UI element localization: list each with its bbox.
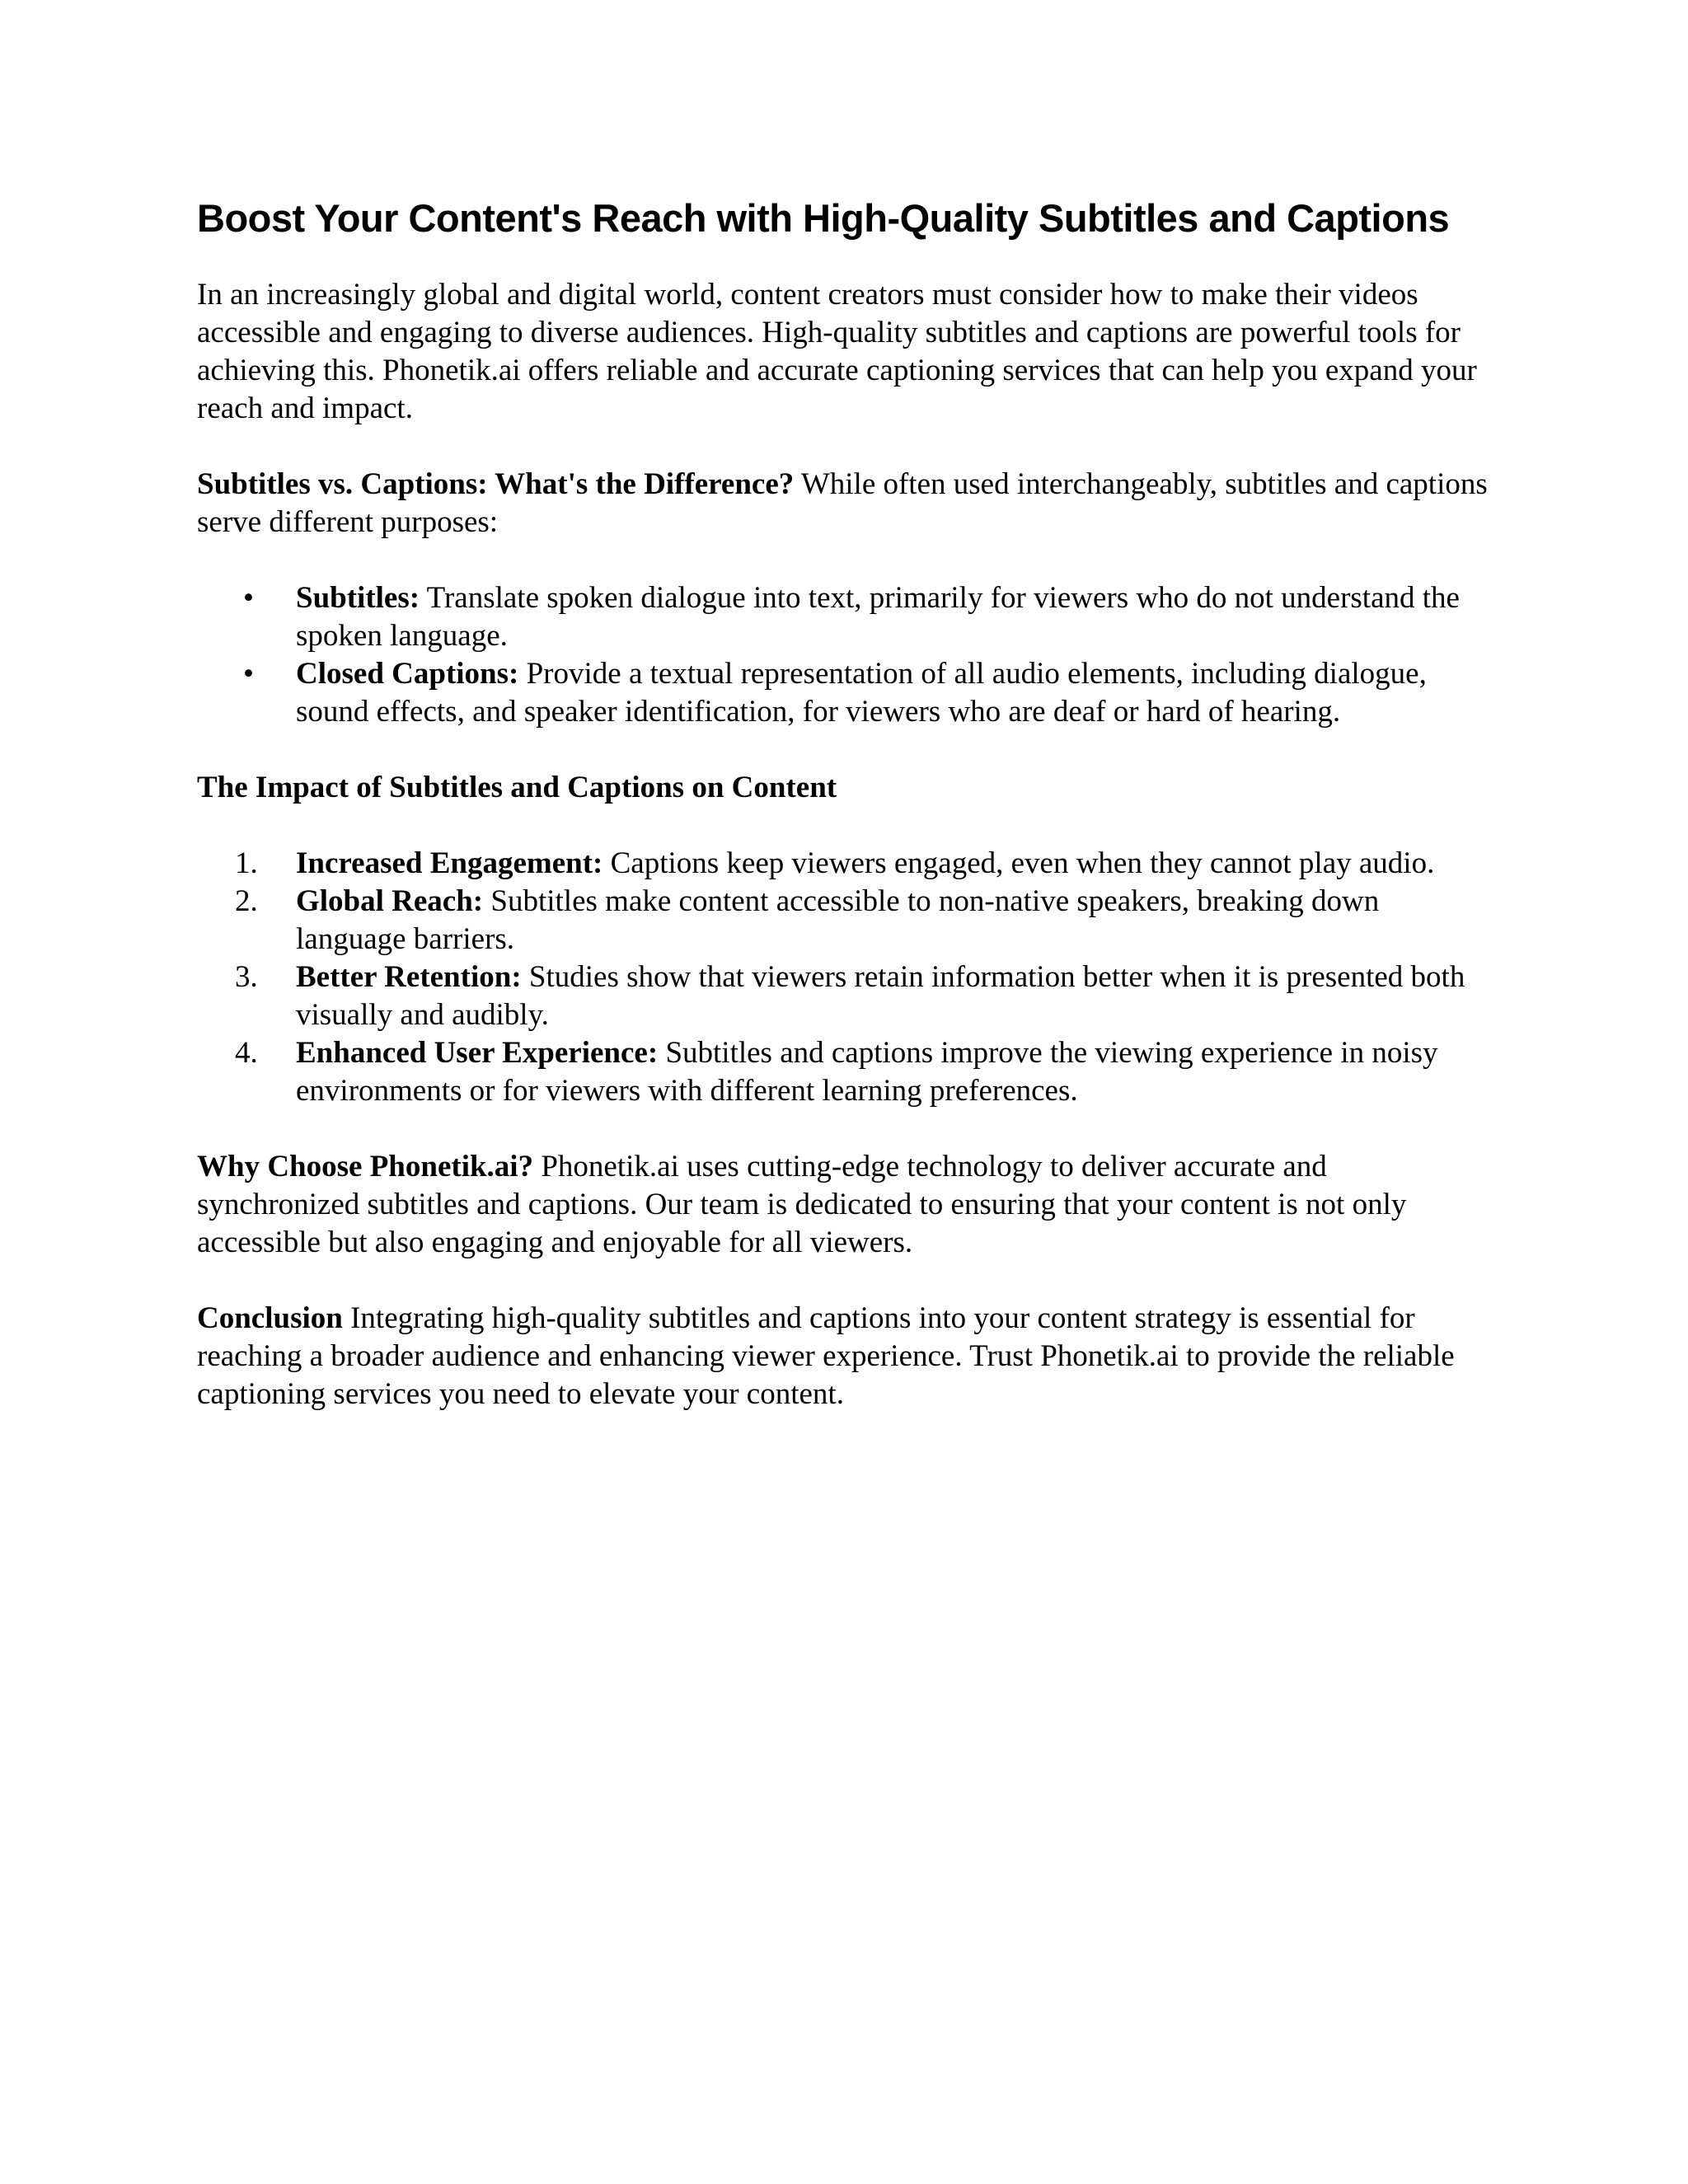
- list-item-engagement: [235, 845, 1491, 883]
- list-item-subtitles: [243, 579, 1491, 655]
- list-item-term: Global Reach:: [296, 884, 484, 918]
- difference-list: [197, 579, 1491, 731]
- bullet-icon: •: [243, 657, 254, 691]
- difference-heading: Subtitles vs. Captions: What's the Difference?: [197, 467, 795, 501]
- document-page: [197, 194, 1491, 1451]
- list-item-number: 2.: [235, 884, 258, 918]
- conclusion-heading: Conclusion: [197, 1301, 343, 1335]
- impact-heading: The Impact of Subtitles and Captions on Content: [197, 771, 837, 804]
- list-item-text: Provide a textual representation of all audio elements, including dialogue, sound effects, and speaker identification, for viewers who are deaf or hard of hearing.: [296, 657, 1427, 729]
- intro-paragraph: In an increasingly global and digital world, content creators must consider how to make their videos accessible and engaging to diverse audiences. High-quality subtitles and captions are powerful tools for achieving this. Phonetik.ai offers reliable and accurate captioning services that can help you expand your reach and impact.: [197, 278, 1477, 425]
- list-item-number: 4.: [235, 1036, 258, 1070]
- list-item-term: Closed Captions:: [296, 657, 519, 691]
- why-heading: Why Choose Phonetik.ai?: [197, 1150, 534, 1183]
- list-item-number: 1.: [235, 846, 258, 880]
- bullet-icon: •: [243, 581, 254, 615]
- conclusion-paragraph: [197, 1300, 1491, 1413]
- list-item-term: Better Retention:: [296, 960, 522, 994]
- list-item-term: Subtitles:: [296, 581, 420, 615]
- list-item-closed-captions: [243, 655, 1491, 731]
- impact-list: [197, 845, 1491, 1110]
- list-item-text: Studies show that viewers retain information better when it is presented both visually and audibly.: [296, 960, 1465, 1032]
- list-item-retention: [235, 958, 1491, 1034]
- difference-paragraph: [197, 466, 1491, 541]
- list-item-text: Subtitles make content accessible to non-native speakers, breaking down language barriers.: [296, 884, 1380, 956]
- conclusion-text: Integrating high-quality subtitles and captions into your content strategy is essential for reaching a broader audience and enhancing viewer experience. Trust Phonetik.ai to provide the reliable captioning services you need to elevate your content.: [197, 1301, 1455, 1411]
- list-item-user-experience: [235, 1034, 1491, 1110]
- list-item-global-reach: [235, 883, 1491, 958]
- difference-text: While often used interchangeably, subtitles and captions serve different purposes:: [197, 467, 1488, 539]
- list-item-text: Captions keep viewers engaged, even when they cannot play audio.: [603, 846, 1435, 880]
- list-item-text: Subtitles and captions improve the viewing experience in noisy environments or for viewers with different learning preferences.: [296, 1036, 1438, 1108]
- list-item-term: Increased Engagement:: [296, 846, 603, 880]
- list-item-number: 3.: [235, 960, 258, 994]
- list-item-text: Translate spoken dialogue into text, primarily for viewers who do not understand the spoken language.: [296, 581, 1460, 653]
- why-paragraph: [197, 1148, 1491, 1262]
- list-item-term: Enhanced User Experience:: [296, 1036, 659, 1070]
- why-text: Phonetik.ai uses cutting-edge technology to deliver accurate and synchronized subtitles and captions. Our team is dedicated to ensuring that your content is not only accessible but also engaging and enjoyable for all viewers.: [197, 1150, 1407, 1259]
- document-title: Boost Your Content's Reach with High-Quality Subtitles and Captions: [197, 196, 1450, 240]
